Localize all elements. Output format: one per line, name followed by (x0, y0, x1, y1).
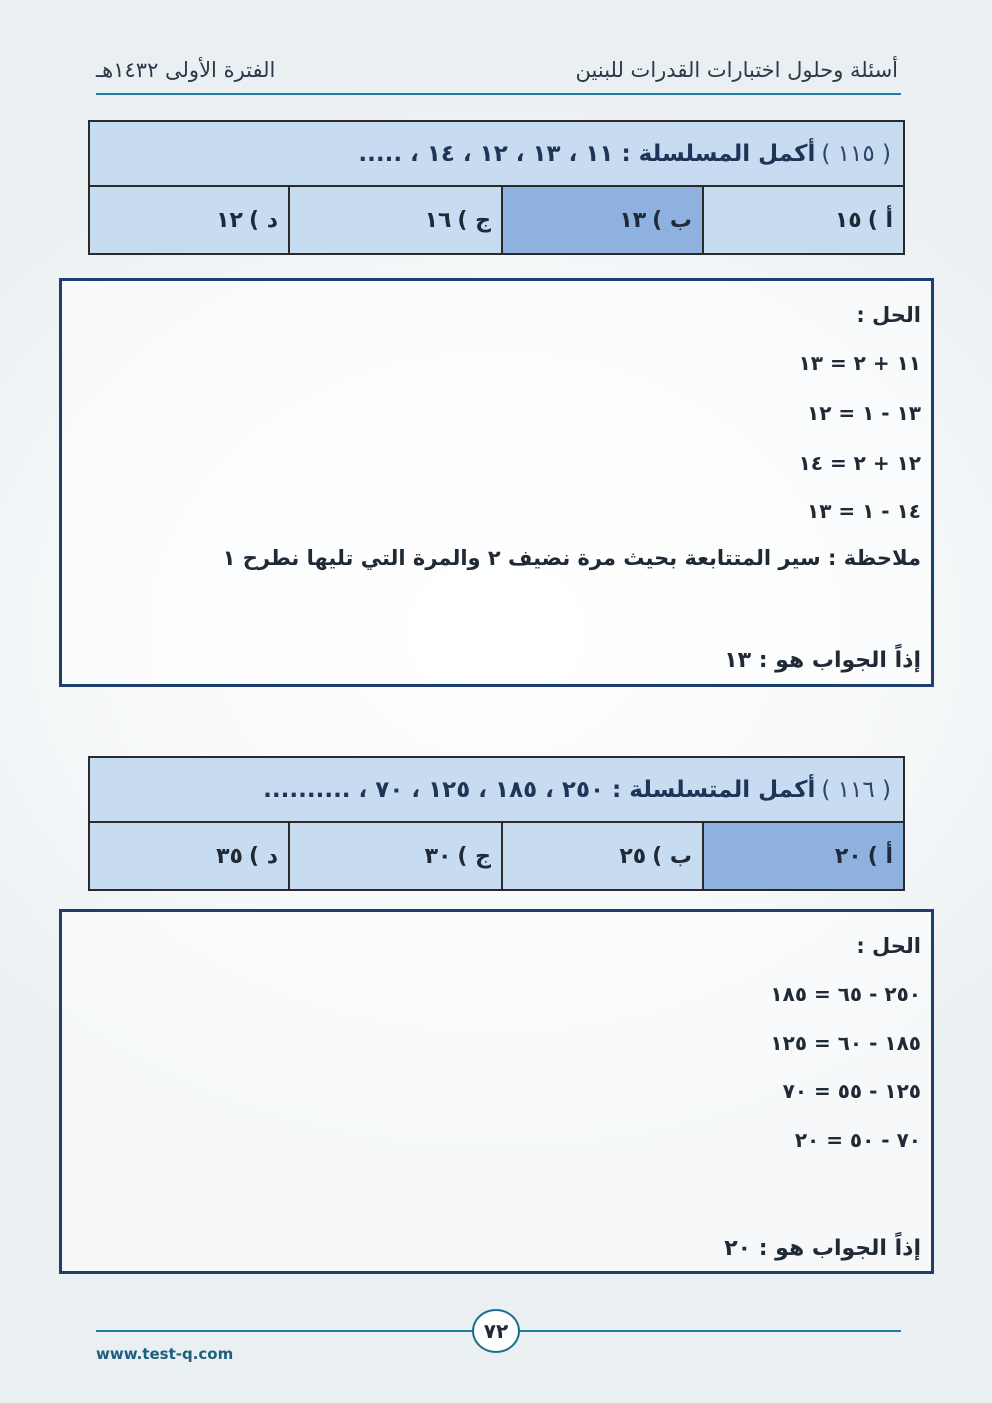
question-title (90, 122, 903, 187)
question-prompt: أكمل المتسلسلة : ٢٥٠ ، ١٨٥ ، ١٢٥ ، ٧٠ ، .......... (263, 776, 816, 803)
solution-115-box (59, 278, 934, 687)
solution-answer: إذاً الجواب هو : ٢٠ (724, 1236, 921, 1261)
question-number: ( ١١٥ ) (821, 140, 891, 167)
website-link[interactable]: www.test-q.com (96, 1345, 234, 1363)
option-value: ٣٠ (424, 843, 452, 869)
question-116-table (88, 756, 905, 891)
solution-step: ١٨٥ - ٦٠ = ١٢٥ (770, 1031, 921, 1055)
option-label: ب ) (652, 843, 692, 869)
option-value: ١٢ (216, 207, 243, 233)
question-prompt: أكمل المسلسلة : ١١ ، ١٣ ، ١٢ ، ١٤ ، ..... (358, 140, 816, 167)
option-value: ١٦ (424, 207, 452, 233)
options-row (90, 187, 903, 253)
option-label: أ ) (867, 207, 893, 233)
option-a[interactable] (702, 187, 903, 253)
question-number: ( ١١٦ ) (821, 776, 891, 803)
header-divider (96, 93, 901, 95)
period-label: الفترة الأولى ١٤٣٢هـ (96, 58, 276, 82)
solution-116-box (59, 909, 934, 1274)
options-row (90, 823, 903, 889)
option-value: ١٣ (619, 207, 647, 233)
option-c[interactable] (288, 187, 501, 253)
solution-heading: الحل : (856, 934, 921, 958)
option-d[interactable] (90, 823, 288, 889)
footer-divider-right (520, 1330, 901, 1332)
option-b[interactable] (501, 823, 702, 889)
option-value: ٣٥ (216, 843, 243, 869)
option-value: ٢٥ (619, 843, 647, 869)
solution-heading: الحل : (856, 303, 921, 327)
option-b[interactable] (501, 187, 702, 253)
solution-step: ٢٥٠ - ٦٥ = ١٨٥ (770, 982, 921, 1006)
option-value: ٢٠ (834, 843, 862, 869)
page-number: ٧٢ (472, 1309, 520, 1353)
solution-step: ١١ + ٢ = ١٣ (798, 351, 921, 375)
option-label: د ) (248, 207, 278, 233)
option-c[interactable] (288, 823, 501, 889)
solution-step: ١٤ - ١ = ١٣ (807, 499, 921, 523)
option-label: أ ) (867, 843, 893, 869)
solution-step: ٧٠ - ٥٠ = ٢٠ (794, 1128, 921, 1152)
option-label: ج ) (457, 207, 491, 233)
book-title: أسئلة وحلول اختبارات القدرات للبنين (575, 58, 898, 82)
footer-divider-left (96, 1330, 472, 1332)
question-title (90, 758, 903, 823)
solution-step: ١٢٥ - ٥٥ = ٧٠ (782, 1079, 921, 1103)
option-d[interactable] (90, 187, 288, 253)
option-a[interactable] (702, 823, 903, 889)
option-value: ١٥ (834, 207, 862, 233)
option-label: د ) (248, 843, 278, 869)
solution-step: ١٢ + ٢ = ١٤ (798, 451, 921, 475)
option-label: ج ) (457, 843, 491, 869)
question-115-table (88, 120, 905, 255)
solution-answer: إذاً الجواب هو : ١٣ (724, 648, 921, 673)
solution-note: ملاحظة : سير المتتابعة بحيث مرة نضيف ٢ والمرة التي تليها نطرح ١ (222, 546, 921, 570)
option-label: ب ) (652, 207, 692, 233)
solution-step: ١٣ - ١ = ١٢ (807, 401, 921, 425)
